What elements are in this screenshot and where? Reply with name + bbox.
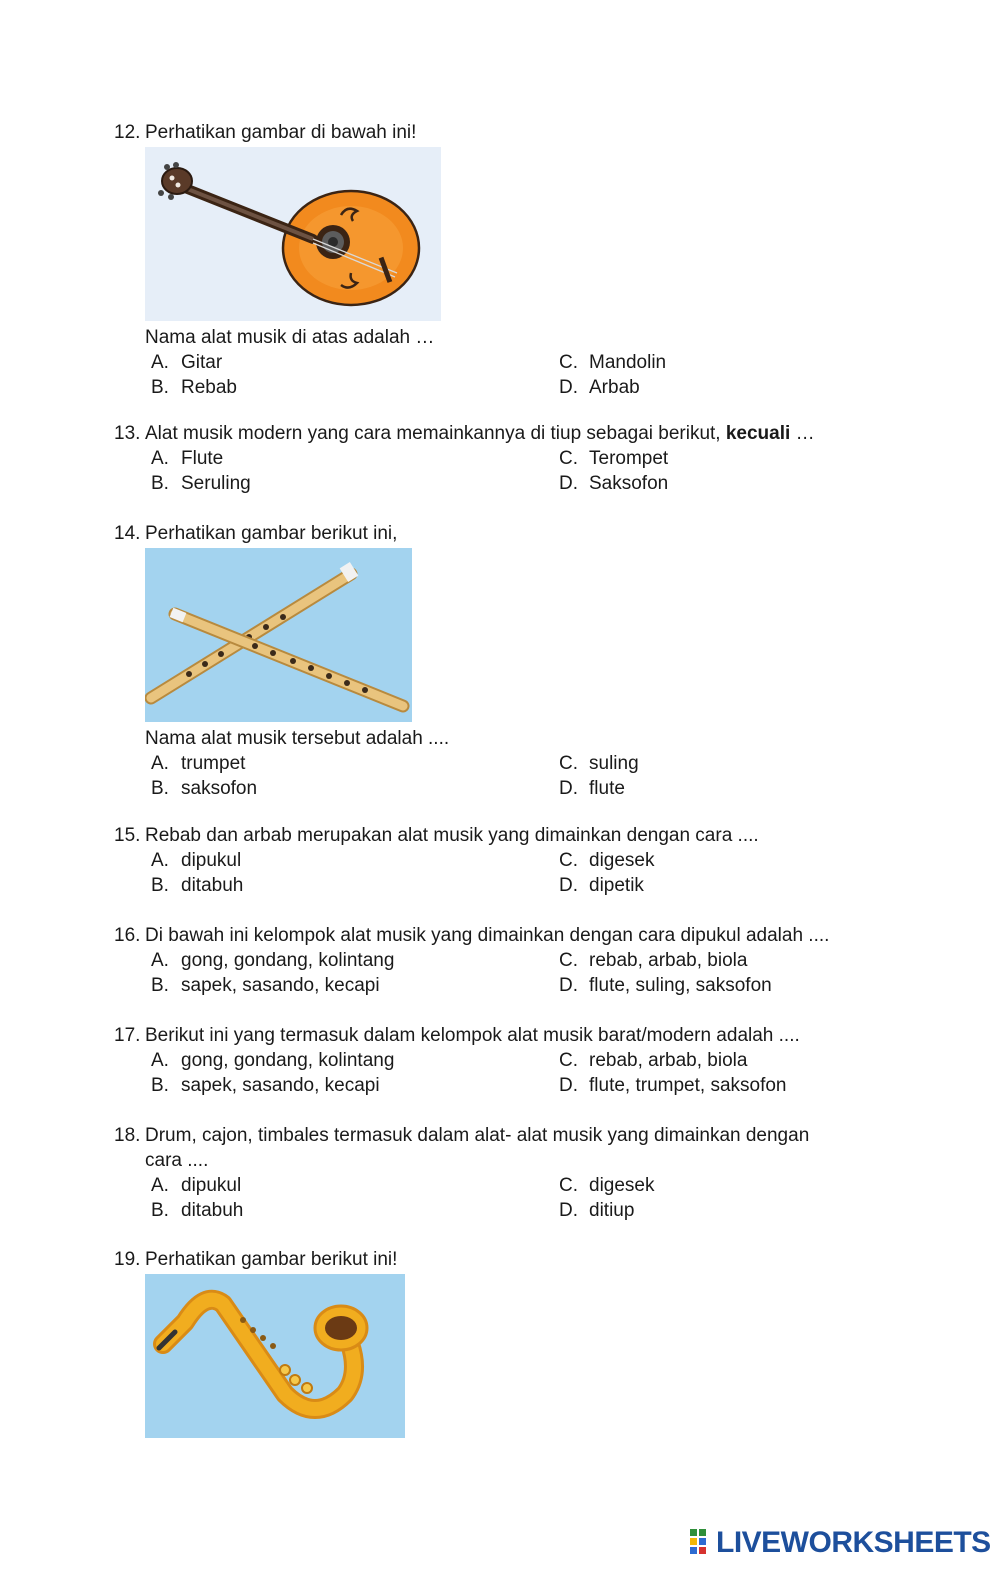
question-text: Drum, cajon, timbales termasuk dalam alat- alat musik yang dimainkan dengan: [145, 1125, 810, 1146]
question-13: [114, 421, 894, 496]
liveworksheets-logo: [690, 1527, 991, 1559]
option-b[interactable]: B. Seruling: [151, 473, 251, 494]
option-d[interactable]: D. flute, trumpet, saksofon: [559, 1075, 787, 1096]
option-d[interactable]: D. dipetik: [559, 875, 644, 896]
option-a[interactable]: A. dipukul: [151, 1175, 242, 1196]
question-12: [114, 120, 894, 400]
question-text: Berikut ini yang termasuk dalam kelompok alat musik barat/modern adalah ....: [145, 1025, 800, 1046]
option-d[interactable]: D. Arbab: [559, 377, 640, 398]
question-text: Rebab dan arbab merupakan alat musik yang dimainkan dengan cara ....: [145, 825, 759, 846]
brand-name: LIVEWORKSHEETS: [716, 1526, 991, 1559]
question-16: [114, 923, 894, 998]
question-number: 12.: [114, 122, 141, 143]
option-a[interactable]: A. gong, gondang, kolintang: [151, 1050, 395, 1071]
options: [151, 1173, 894, 1223]
saxophone-image: [145, 1274, 405, 1438]
question-number: 16.: [114, 925, 141, 946]
option-d[interactable]: D. Saksofon: [559, 473, 669, 494]
option-a[interactable]: A. trumpet: [151, 753, 246, 774]
question-number: 19.: [114, 1249, 141, 1270]
option-b[interactable]: B. saksofon: [151, 778, 258, 799]
options: [151, 948, 894, 998]
option-c[interactable]: C. Mandolin: [559, 352, 667, 373]
question-number: 17.: [114, 1025, 141, 1046]
option-b[interactable]: B. sapek, sasando, kecapi: [151, 975, 380, 996]
question-number: 13.: [114, 423, 141, 444]
flute-image: [145, 548, 412, 722]
options: [151, 751, 894, 801]
option-a[interactable]: A. Gitar: [151, 352, 223, 373]
question-number: 15.: [114, 825, 141, 846]
option-c[interactable]: C. digesek: [559, 1175, 655, 1196]
question-number: 18.: [114, 1125, 141, 1146]
option-d[interactable]: D. ditiup: [559, 1200, 635, 1221]
question-15: [114, 823, 894, 898]
question-text: Perhatikan gambar berikut ini,: [145, 523, 398, 544]
question-text: Di bawah ini kelompok alat musik yang dimainkan dengan cara dipukul adalah ....: [145, 925, 830, 946]
option-a[interactable]: A. dipukul: [151, 850, 242, 871]
option-c[interactable]: C. rebab, arbab, biola: [559, 950, 748, 971]
question-text: Perhatikan gambar di bawah ini!: [145, 122, 417, 143]
logo-grid-icon: [690, 1529, 716, 1557]
question-text: Alat musik modern yang cara memainkannya di tiup sebagai berikut, kecuali …: [145, 423, 815, 444]
option-b[interactable]: B. ditabuh: [151, 1200, 244, 1221]
options: [151, 446, 894, 496]
option-a[interactable]: A. Flute: [151, 448, 224, 469]
question-prompt: Nama alat musik tersebut adalah ....: [145, 728, 450, 749]
option-c[interactable]: C. suling: [559, 753, 639, 774]
question-text: Perhatikan gambar berikut ini!: [145, 1249, 398, 1270]
option-b[interactable]: B. Rebab: [151, 377, 237, 398]
option-a[interactable]: A. gong, gondang, kolintang: [151, 950, 395, 971]
question-19: [114, 1247, 894, 1442]
question-number: 14.: [114, 523, 141, 544]
options: [151, 1048, 894, 1098]
option-d[interactable]: D. flute, suling, saksofon: [559, 975, 772, 996]
question-17: [114, 1023, 894, 1098]
question-14: [114, 521, 894, 801]
mandolin-image: [145, 147, 441, 321]
question-prompt: Nama alat musik di atas adalah …: [145, 327, 435, 348]
option-c[interactable]: C. Terompet: [559, 448, 669, 469]
options: [151, 350, 894, 400]
option-b[interactable]: B. ditabuh: [151, 875, 244, 896]
question-18: [114, 1123, 894, 1223]
option-d[interactable]: D. flute: [559, 778, 625, 799]
option-b[interactable]: B. sapek, sasando, kecapi: [151, 1075, 380, 1096]
option-c[interactable]: C. digesek: [559, 850, 655, 871]
option-c[interactable]: C. rebab, arbab, biola: [559, 1050, 748, 1071]
question-text-continued: cara ....: [145, 1150, 209, 1171]
options: [151, 848, 894, 898]
